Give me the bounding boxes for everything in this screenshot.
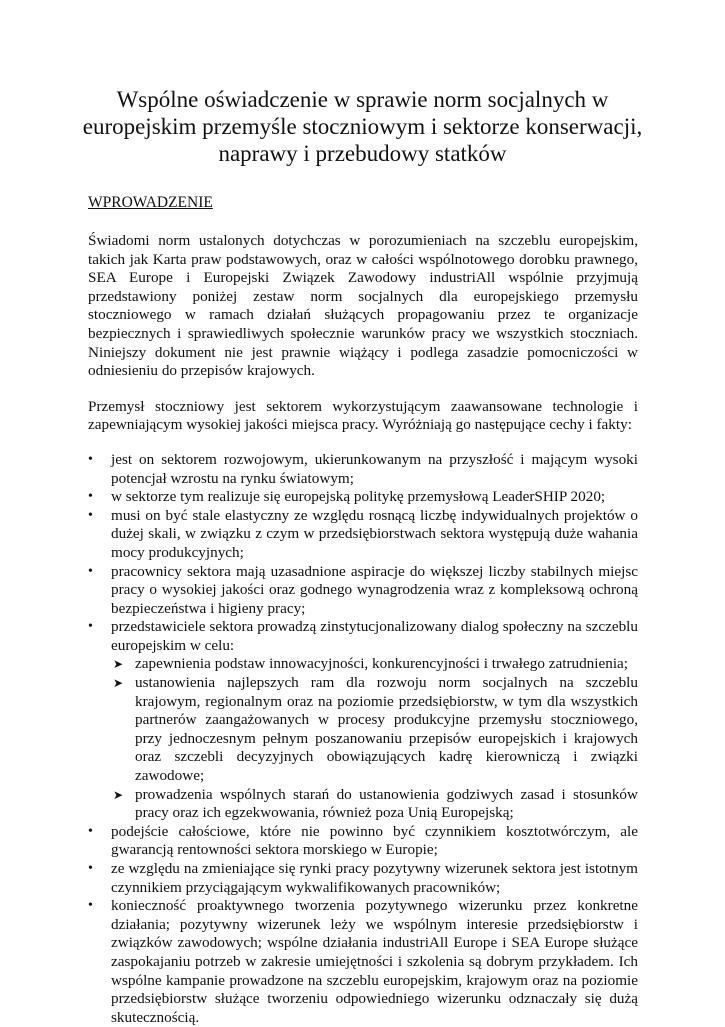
- list-item: [88, 897, 638, 1027]
- section-heading: WPROWADZENIE: [88, 194, 213, 211]
- sub-list-item-text: prowadzenia wspólnych starań do ustanowienia godziwych zasad i stosunków pracy oraz ich egzekwowania, również poza Unią Europejską;: [135, 785, 638, 822]
- list-item: [88, 488, 638, 507]
- list-item-text: podejście całościowe, które nie powinno być czynnikiem kosztotwórczym, ale gwarancją rentowności sektora morskiego w Europie;: [111, 822, 638, 859]
- list-item-text: w sektorze tym realizuje się europejską politykę przemysłową LeaderSHIP 2020;: [111, 488, 606, 506]
- sector-paragraph: Przemysł stoczniowy jest sektorem wykorzystującym zaawansowane technologie i zapewniającym wysokiej jakości miejsca pracy. Wyróżniają go następujące cechy i fakty:: [88, 397, 638, 434]
- sub-bullet-list: [111, 655, 638, 822]
- sub-list-item-text: ustanowienia najlepszych ram dla rozwoju norm socjalnych na szczeblu krajowym, regionalnym oraz na poziomie przedsiębiorstw, w tym dla wszystkich partnerów zaangażowanych w procesy produkcyjne przemysłu stoczniowego, przy jednoczesnym pełnym poszanowaniu przepisów europejskich i krajowych oraz szczebli decyzyjnych obowiązujących kadrę kierowniczą i związki zawodowe;: [135, 674, 638, 785]
- list-item-text: przedstawiciele sektora prowadzą zinstytucjonalizowany dialog społeczny na szczeblu europejskim w celu:: [111, 618, 638, 654]
- title-line-3: naprawy i przebudowy statków: [218, 141, 507, 166]
- bullet-list: [88, 451, 638, 1027]
- list-item-text: musi on być stale elastyczny ze względu rosnącą liczbę indywidualnych projektów o dużej skali, w związku z czym w przedsiębiorstwach sektora występują duże wahania mocy produkcyjnych;: [111, 506, 638, 561]
- list-item-text: pracownicy sektora mają uzasadnione aspiracje do większej liczby stabilnych miejsc pracy o wysokiej jakości oraz godnego wynagrodzenia wraz z kompleksową ochroną bezpieczeństwa i higieny pracy;: [111, 562, 638, 617]
- sub-list-item-text: zapewnienia podstaw innowacyjności, konkurencyjności i trwałego zatrudnienia;: [135, 655, 629, 673]
- list-item: [88, 563, 638, 619]
- list-item-text: jest on sektorem rozwojowym, ukierunkowanym na przyszłość i mającym wysoki potencjał wzrostu na rynku światowym;: [111, 450, 638, 487]
- sub-list-item: [111, 655, 638, 674]
- document-title: [60, 86, 665, 167]
- document-body: [88, 232, 638, 1027]
- title-line-1: Wspólne oświadczenie w sprawie norm socjalnych w: [116, 87, 609, 112]
- arrow-right-icon: ➤: [113, 676, 124, 691]
- list-item: [88, 823, 638, 860]
- list-item-text: ze względu na zmieniające się rynki pracy pozytywny wizerunek sektora jest istotnym czynnikiem przyciągającym wykwalifikowanych pracowników;: [111, 860, 638, 896]
- list-item: [88, 507, 638, 563]
- arrow-right-icon: ➤: [113, 657, 124, 672]
- arrow-right-icon: ➤: [113, 787, 124, 802]
- title-line-2: europejskim przemyśle stoczniowym i sektorze konserwacji,: [82, 114, 643, 139]
- list-item: [88, 618, 638, 823]
- sub-list-item: [111, 786, 638, 823]
- intro-paragraph: Świadomi norm ustalonych dotychczas w porozumieniach na szczeblu europejskim, takich jak Karta praw podstawowych, oraz w całości wspólnotowego dorobku prawnego, SEA Europe i Europejski Związek Zawodowy industriAll wspólnie przyjmują przedstawiony poniżej zestaw norm socjalnych dla europejskiego przemysłu stoczniowego w ramach działań służących propagowaniu przez te organizacje bezpiecznych i sprawiedliwych społecznie warunków pracy we wszystkich stoczniach. Niniejszy dokument nie jest prawnie wiążący i podlega zasadzie pomocniczości w odniesieniu do przepisów krajowych.: [88, 232, 638, 380]
- list-item-text: konieczność proaktywnego tworzenia pozytywnego wizerunku przez konkretne działania; pozytywny wizerunek leży we wspólnym interesie przedsiębiorstw i związków zawodowych; wspólne działania industriAll Europe i SEA Europe służące zaspokajaniu potrzeb w zakresie umiejętności i szkolenia są dobrym przykładem. Ich wspólne kampanie prowadzone na szczeblu europejskim, krajowym oraz na poziomie przedsiębiorstw służące tworzeniu odpowiedniego wizerunku odznaczały się dużą skutecznością.: [111, 897, 638, 1026]
- list-item: [88, 451, 638, 488]
- sub-list-item: [111, 674, 638, 786]
- list-item: [88, 860, 638, 897]
